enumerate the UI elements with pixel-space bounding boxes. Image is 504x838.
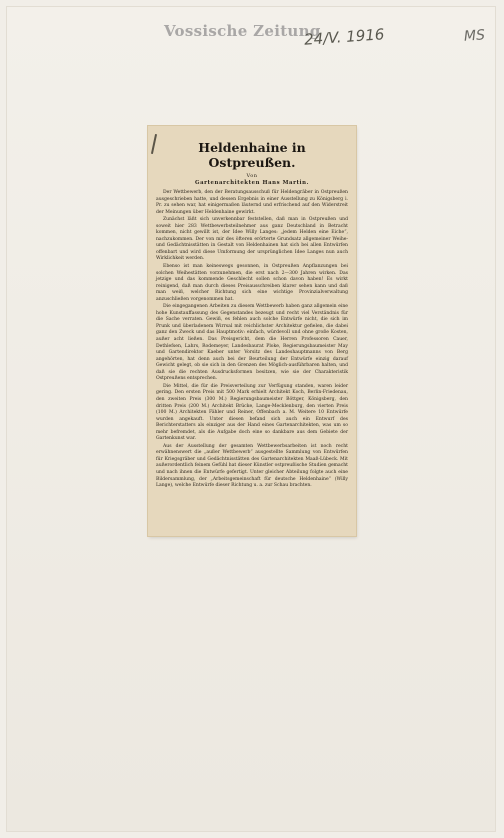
article-paragraph: Die Mittel, die für die Preisverteilung zur Verfügung standen, waren leider gering. Den ersten Preis mit 500 Mark erhielt Architekt Koch, Berlin-Friedenau, den zweiten Preis (300 M.) Regierungsbaumeister Böttger, Königsberg, den dritten Preis (200 M.) Architekt Brücke, Lange-Mecklenburg, den vierten Preis (100 M.) Architekten Fähler und Reiner, Offenbach a. M. Weitere 10 Entwürfe wurden angekauft. Unter diesen befand sich auch ein Entwurf des Berichterstatters als einziger aus der Hand eines Gartenarchitekten, was um so mehr befremdet, als die Aufgabe doch eine so dankbare aus dem Gebiete der Gartenkunst war. xyxy=(156,383,348,442)
article-paragraph: Ebenso ist man keineswegs gesonnen, in Ostpreußen Anpflanzungen bei solchen Weihestätten vorzunehmen, die erst nach 2—300 Jahren wirken. Das jetzige und das kommende Geschlecht sollen schon davon haben! Es wirkt reinigend, daß man durch dieses Preisausschreiben klarer sehen kann und daß man weiß, welcher Richtung sich eine wichtige Provinzialverwaltung anzuschließen vorgenommen hat. xyxy=(156,264,348,302)
newspaper-stamp: Vossische Zeitung xyxy=(164,22,321,40)
article-paragraph: Aus der Ausstellung der gesamten Wettbewerbsarbeiten ist noch recht erwähnenswert die „außer Wettbewerb“ ausgestellte Sammlung von Entwürfen für Kriegsgräber und Gedächtnisstätten des Gartenarchitekten Maaß-Lübeck. Mit außerordentlich feinem Gefühl hat dieser Künstler ostpreußische Studien gemacht und nach ihnen die Entwürfe gefertigt. Unter gleicher Abteilung folgte auch eine Bildersammlung, der „Arbeitsgemeinschaft für deutsche Heldenhaine“ (Willy Lange), welche Entwürfe dieser Richtung u. a. zur Schau brachten. xyxy=(156,443,348,489)
newspaper-clipping xyxy=(148,126,356,536)
article-paragraph: Der Wettbewerb, den der Beratungsausschuß für Heldengräber in Ostpreußen ausgeschrieben hatte, und dessen Ergebnis in einer Ausstellung zu Königsberg i. Pr. zu sehen war, hat einigermaßen läuternd und erfrischend auf den Widerstreit der Meinungen über Heldenhaine gewirkt. xyxy=(156,190,348,215)
article-paragraph: Die eingegangenen Arbeiten zu diesem Wettbewerb haben ganz allgemein eine hohe Kunstauffassung des Gegenstandes bezeugt und recht viel Verständnis für die Sache verraten. Gewiß, es fehlen auch solche Entwürfe nicht, die sich im Prunk und überladenem Wirrsal mit reichlichster Architektur gefielen, die dabei ganz den Zweck und das Hauptmotiv: einfach, würdevoll und ohne große Kosten, außer acht ließen. Das Preisgericht, dem die Herren Professoren Cauer, Dethlefsen, Lahrs, Rodemeyer, Landesbaurat Ploke, Regierungsbaumeister May und Gartendirektor Kaeber unter Vorsitz des Landeshauptmanns von Berg angehörten, hat denn auch bei der Beurteilung der Entwürfe einzig darauf Gewicht gelegt, ob sie sich in den Grenzen des Möglich-ausführbaren halten, und daß sie die rechten Ausdrucksformen besitzen, wie sie der Charakteristik Ostpreußens entsprechen. xyxy=(156,304,348,382)
byline-prefix: Von xyxy=(246,173,258,179)
article-title: Heldenhaine in Ostpreußen. xyxy=(198,140,306,170)
article-byline: Gartenarchitekten Hans Martin. xyxy=(194,180,310,186)
handwritten-date: 24/V. 1916 xyxy=(303,25,385,49)
article-paragraph: Zunächst läßt sich unverkennbar feststellen, daß man in Ostpreußen und soweit hier 283 Wettbewerbsteilnehmer aus ganz Deutschland in Betracht kommen, nicht gewillt ist, der Idee Willy Langes: „jedem Helden eine Eiche“, nachzukommen. Der von mir des öfteren erörterte Grundsatz allgemeiner Weihe- und Gedächtnisstätten in Gestalt von Heldenhainen hat sich bei allen Entwürfen offenbart und wird diese Umformung der ursprünglichen Idee Langes nun auch Wirklichkeit werden. xyxy=(156,217,348,262)
handwritten-ms-mark: MS xyxy=(463,27,486,45)
